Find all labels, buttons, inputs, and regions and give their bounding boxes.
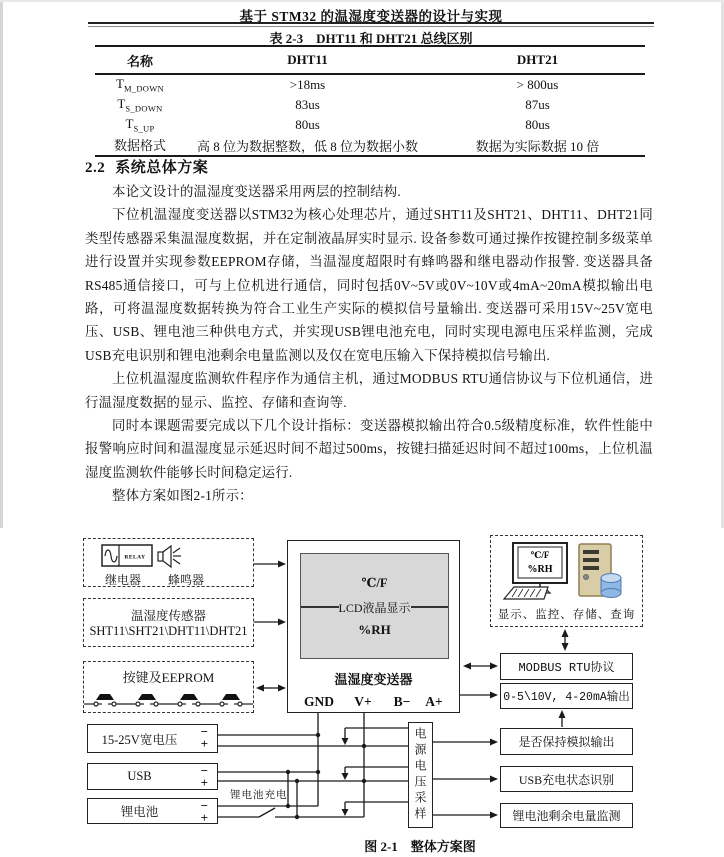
transmitter-box [287,540,460,713]
usb-label: USB [127,769,152,783]
analog-output-box: 0-5\10V, 4-20mA输出 [500,683,633,709]
paragraph-1: 本论文设计的温湿度变送器采用两层的控制结构. [112,184,401,199]
lcd-display [300,553,449,659]
scan-edge-top [0,0,724,2]
paragraph-4: 同时本课题需要完成以下几个设计指标：变送器模拟输出符合0.5级精度标准，软件性能中报警响应时间和温湿度显示延迟时间不超过500ms，按键扫描延迟时间不超过100ms，上位机温湿度监测软件能够长时间稳定运行. [85,418,653,480]
pin-vplus: V+ [354,694,372,709]
buzzer-label: 蜂鸣器 [167,573,204,587]
param-subscript: S_DOWN [125,103,163,114]
lcd-temp-unit: ℃/F [361,575,388,590]
table-row [95,135,645,155]
minus-terminal: − [200,724,208,739]
table-header-row [95,47,645,75]
battery-label: 锂电池 [120,805,159,819]
dht21-value: 80us [525,117,550,132]
relay-buzzer-box [83,538,254,587]
dht21-value: > 800us [516,77,559,92]
table-row [95,95,645,115]
keys-eeprom-box [83,661,254,713]
voltage-sampling-box: 电源电压采样 [408,722,433,828]
col-header-dht21: DHT21 [516,52,559,67]
paragraph-2: 下位机温湿度变送器以STM32为核心处理芯片，通过SHT11及SHT21、DHT11、DHT21同类型传感器采集温湿度数据，并在定制液晶屏实时显示. 设备参数可通过操作按键控制多级菜单进行设置并实现参数EEPROM存储，当温湿度超限时有蜂鸣器和继电器动作报警. 变送器具备RS485通信接口，可与上位机进行通信，同时包括0V~5V或0V~10V或4mA~20mA模拟输出电路，可将温湿度数据转换为符合工业生产实际的模拟信号量输出. 变送器可采用15V~25V宽电压、USB、锂电池三种供电方式，并实现USB锂电池充电，同时实现电源电压采样监测，完成USB充电识别和锂电池剩余电量监测以及仅在宽电压输入下保持模拟信号输出. [85,207,653,363]
page-header-title: 基于 STM32 的温湿度变送器的设计与实现 [239,9,503,24]
param-subscript: S_UP [133,123,155,134]
monitor-icon [503,542,571,605]
sensor-title: 温湿度传感器 [130,609,206,623]
paragraph-5: 整体方案如图2-1所示： [112,488,253,504]
param-symbol: T [125,116,134,132]
param-symbol: 数据格式 [113,138,166,153]
svg-text:%RH: %RH [527,564,553,575]
pin-aplus: A+ [425,694,443,709]
pin-bminus: B− [393,694,411,709]
relay-label: 继电器 [104,573,141,587]
param-subscript: M_DOWN [123,83,164,94]
battery-charging-label: 锂电池充电 [230,790,288,801]
buzzer-icon [156,543,182,574]
wide-voltage-label: 15-25V宽电压 [101,732,178,747]
section-number: 2.2 [85,160,106,176]
server-database-icon [575,541,625,608]
bus-difference-table [95,45,645,157]
pin-gnd: GND [304,694,334,709]
wide-voltage-box [87,724,218,753]
col-header-dht11: DHT11 [287,52,328,67]
table-row [95,115,645,135]
modbus-box: MODBUS RTU协议 [500,653,633,680]
host-computer-box [490,535,643,627]
dht21-value: 87us [525,97,550,112]
host-label: 显示、监控、存储、查询 [497,609,636,621]
plus-terminal: + [200,810,208,825]
param-symbol: T [116,76,124,92]
lcd-divider-line [301,606,339,608]
keep-analog-box: 是否保持模拟输出 [500,728,633,755]
keys-label: 按键及EEPROM [122,670,215,685]
push-buttons-icon [84,688,253,715]
battery-box [87,798,218,824]
battery-monitor-box: 锂电池剩余电量监测 [500,803,633,828]
section-heading [85,156,208,177]
paragraph-3: 上位机温湿度监测软件程序作为通信主机，通过MODBUS RTU通信协议与下位机通信，进行温湿度数据的显示、监控、存储和查询等. [85,371,653,410]
body-text [85,180,653,532]
lcd-caption: LCD液晶显示 [338,600,411,615]
plus-terminal: + [200,736,208,751]
svg-text:℃/F: ℃/F [530,550,550,560]
lcd-divider-line [411,606,449,608]
minus-terminal: − [200,798,208,813]
usb-charge-status-box: USB充电状态识别 [500,766,633,792]
lcd-humidity-unit: %RH [358,621,391,637]
dht11-value: 83us [295,97,320,112]
usb-box [87,763,218,790]
relay-icon [101,544,153,573]
svg-text:RELAY: RELAY [124,554,146,561]
table-caption: 表 2-3 DHT11 和 DHT21 总线区别 [269,31,473,46]
dht11-value: 高 8 位为数据整数，低 8 位为数据小数 [196,138,418,154]
header-rule [88,22,654,27]
figure-caption: 图 2-1 整体方案图 [364,839,476,854]
minus-terminal: − [200,763,208,778]
dht21-value: 数据为实际数据 10 倍 [475,138,600,154]
dht11-value: 80us [295,117,320,132]
plus-terminal: + [200,775,208,790]
sensor-models: SHT11\SHT21\DHT11\DHT21 [89,624,248,638]
sensor-box [83,598,254,647]
transmitter-label: 温湿度变送器 [334,672,413,687]
param-symbol: T [117,96,126,112]
section-title: 系统总体方案 [115,160,209,176]
table-row [95,75,645,95]
col-header-name: 名称 [126,53,153,69]
dht11-value: >18ms [289,77,326,92]
